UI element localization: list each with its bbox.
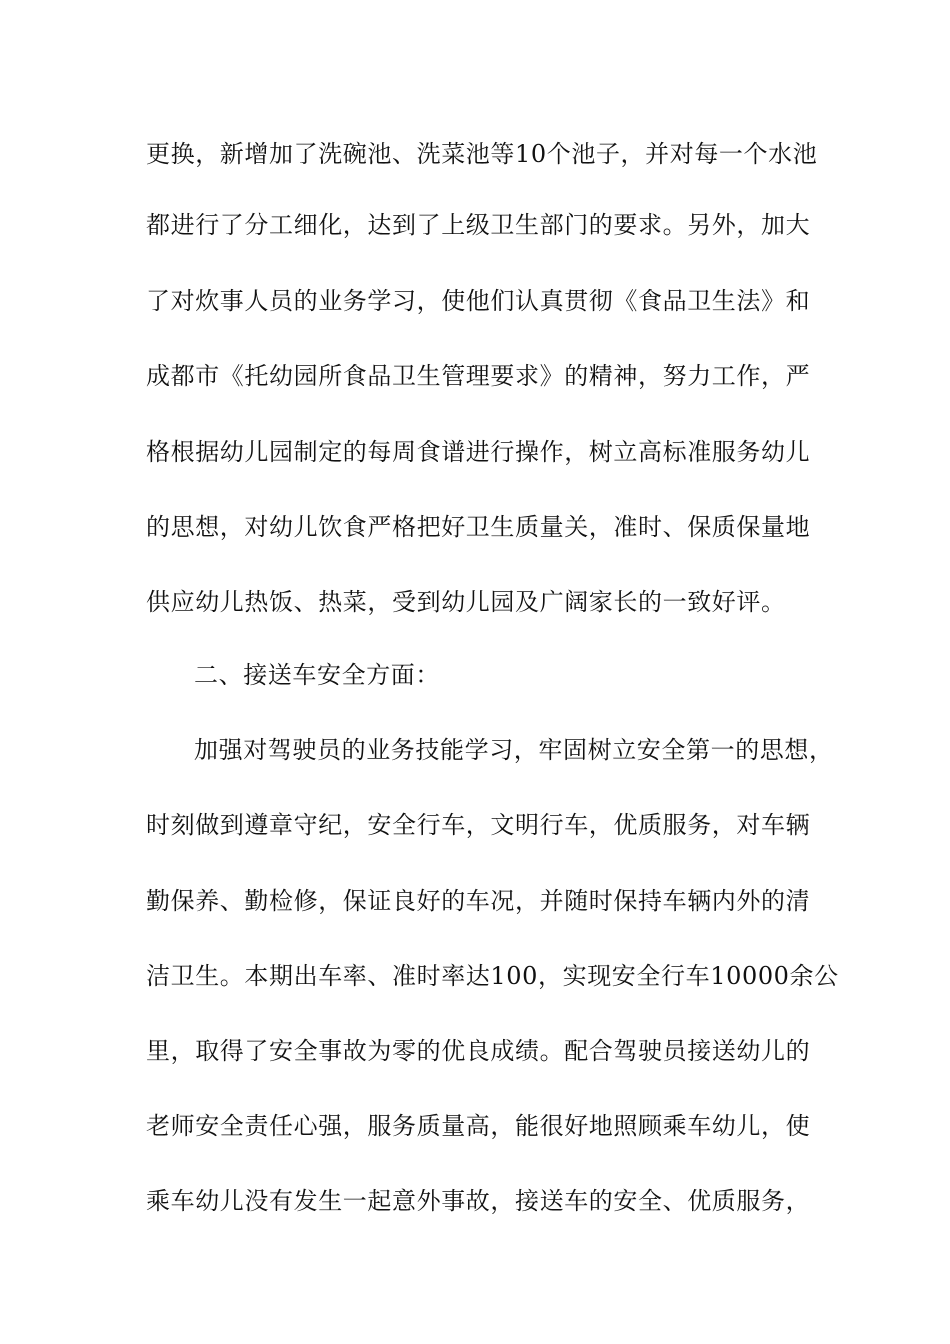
text-line: 乘车幼儿没有发生一起意外事故，接送车的安全、优质服务， [146,1187,811,1215]
text-line: 洁卫生。本期出车率、准时率达100，实现安全行车10000余公 [146,962,839,990]
section-heading: 二、接送车安全方面： [194,661,440,689]
text-line: 格根据幼儿园制定的每周食谱进行操作，树立高标准服务幼儿 [146,438,811,466]
text-line: 老师安全责任心强，服务质量高，能很好地照顾乘车幼儿，使 [146,1112,811,1140]
text-line: 成都市《托幼园所食品卫生管理要求》的精神，努力工作，严 [146,362,811,390]
text-line: 的思想，对幼儿饮食严格把好卫生质量关，准时、保质保量地 [146,513,811,541]
text-line: 更换，新增加了洗碗池、洗菜池等10个池子，并对每一个水池 [146,140,818,168]
text-line: 了对炊事人员的业务学习，使他们认真贯彻《食品卫生法》和 [146,287,811,315]
text-line: 供应幼儿热饭、热菜，受到幼儿园及广阔家长的一致好评。 [146,588,786,616]
text-line: 都进行了分工细化，达到了上级卫生部门的要求。另外，加大 [146,211,811,239]
text-line: 勤保养、勤检修，保证良好的车况，并随时保持车辆内外的清 [146,887,811,915]
text-line: 里，取得了安全事故为零的优良成绩。配合驾驶员接送幼儿的 [146,1037,811,1065]
text-line: 加强对驾驶员的业务技能学习，牢固树立安全第一的思想， [194,736,834,764]
text-line: 时刻做到遵章守纪，安全行车，文明行车，优质服务，对车辆 [146,811,811,839]
